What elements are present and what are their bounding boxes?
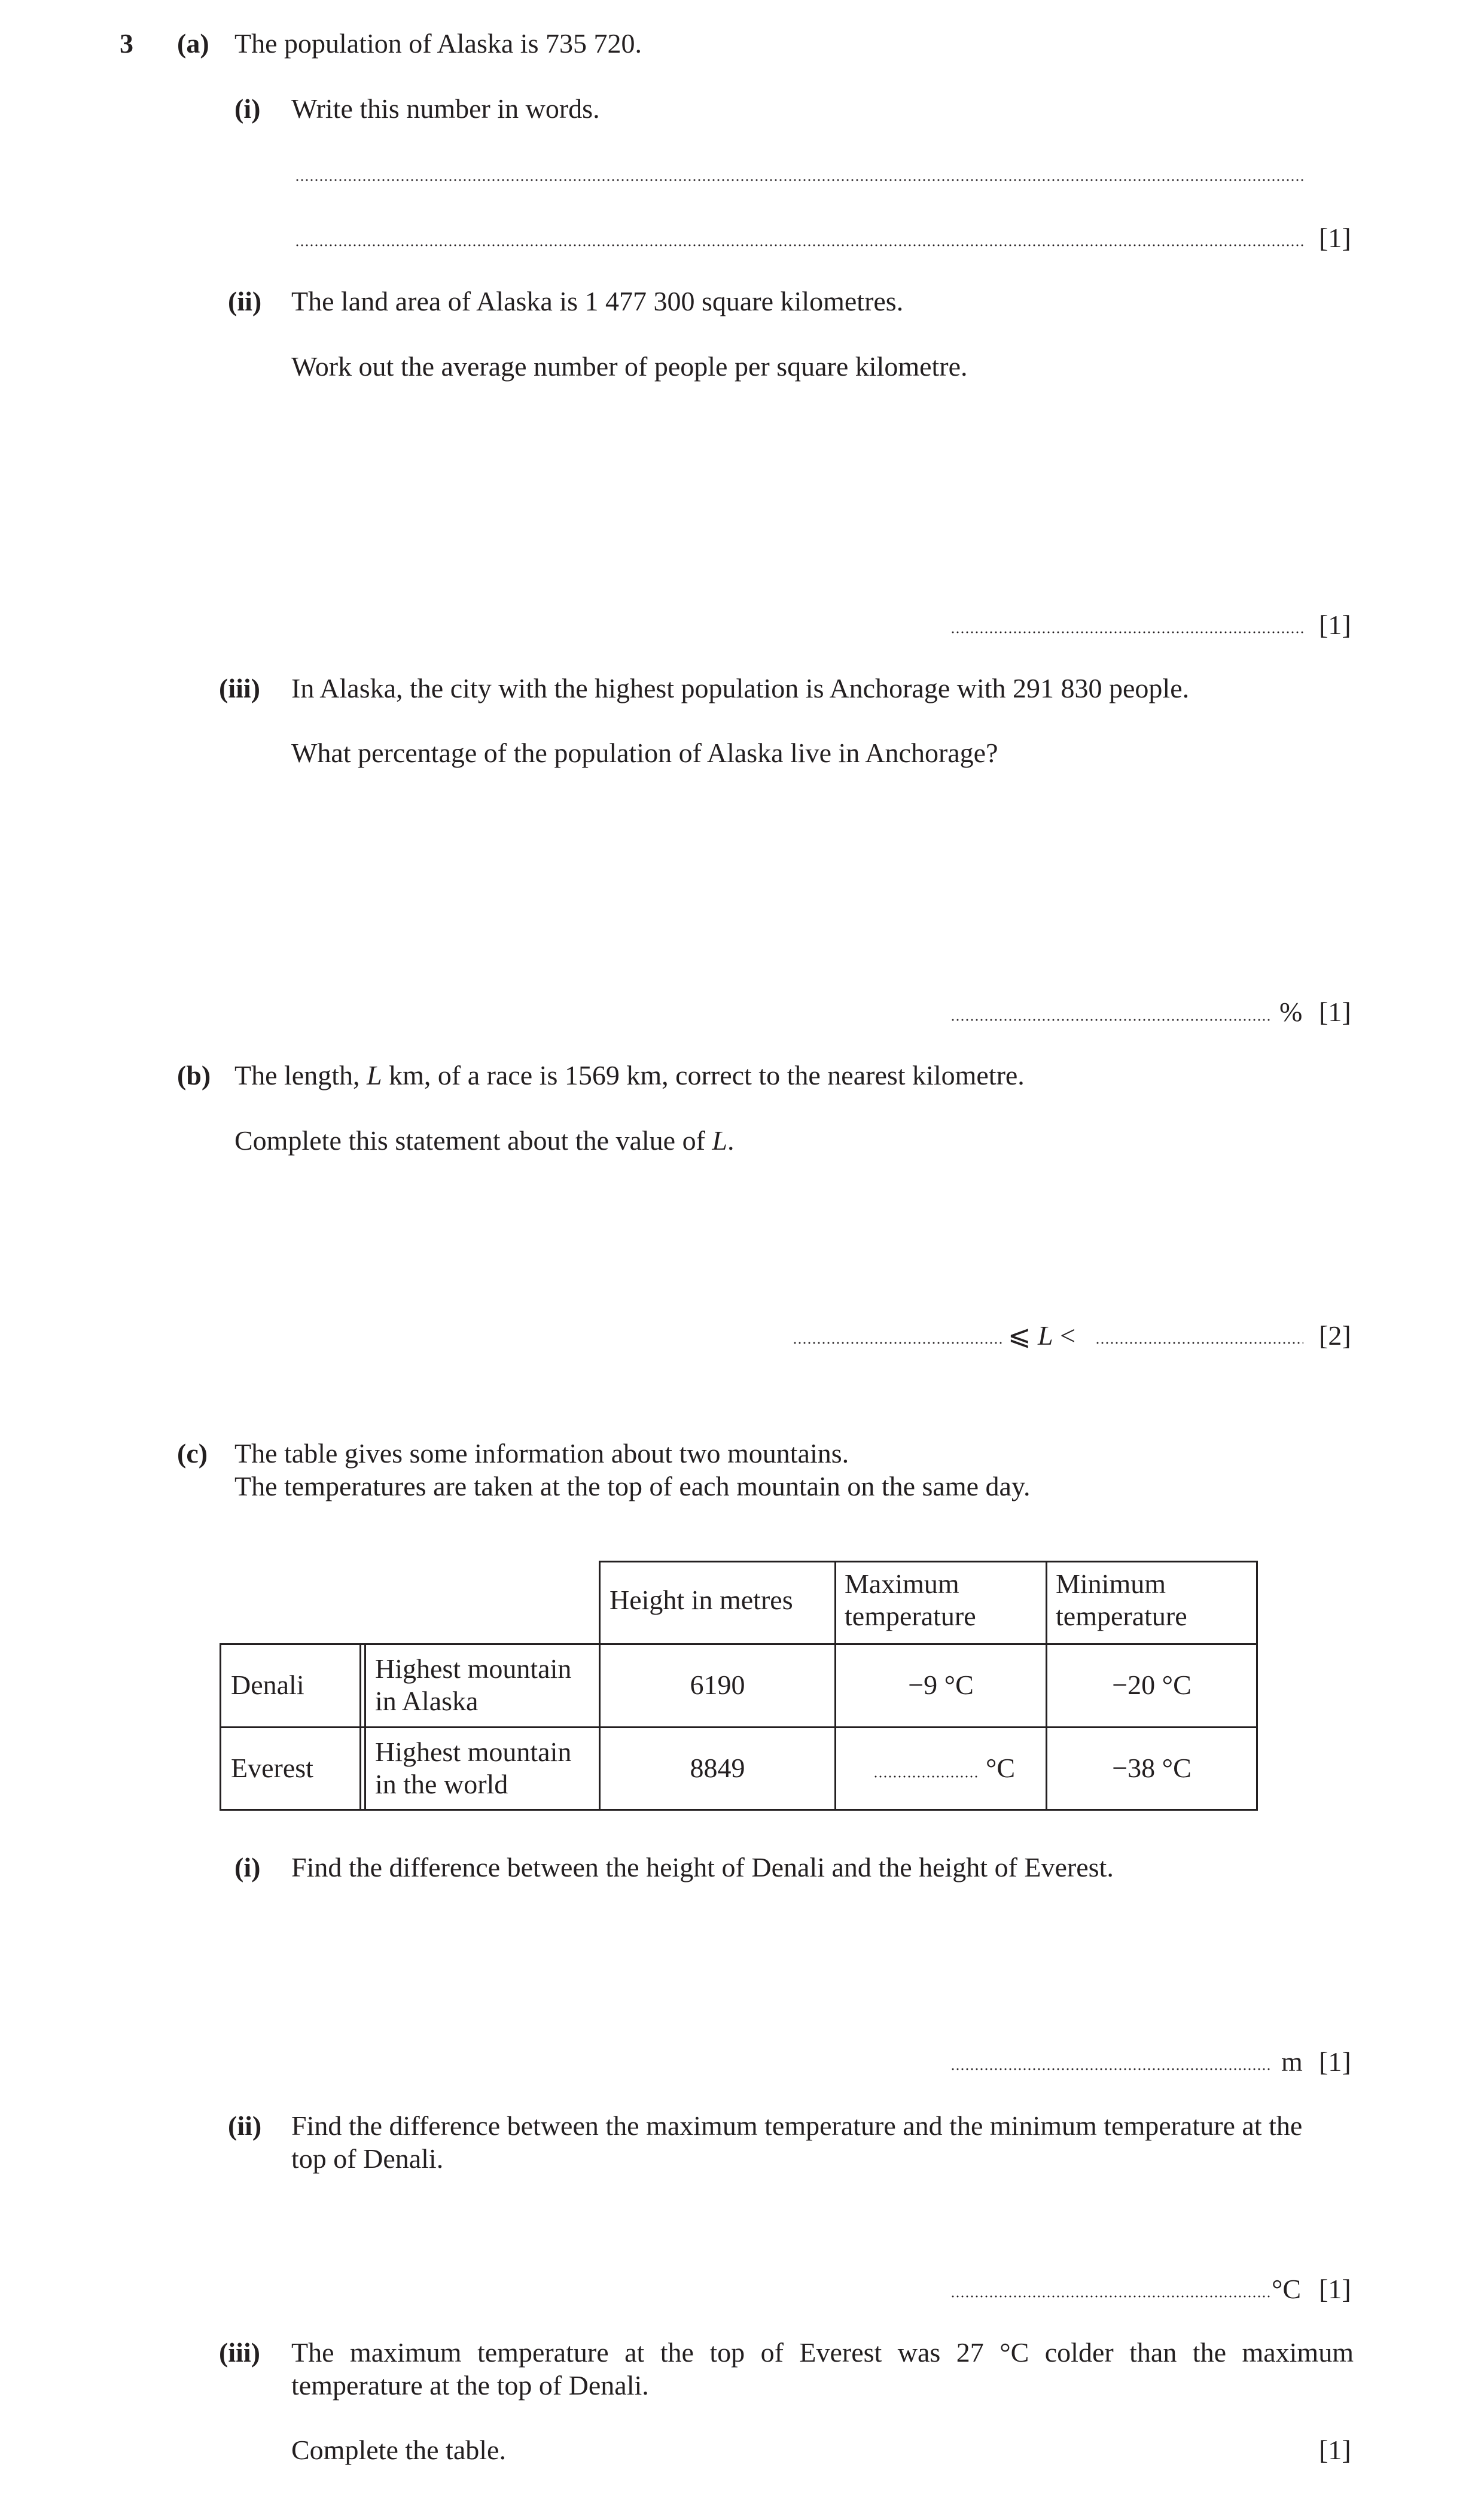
part-c-text1: The table gives some information about two mountains. xyxy=(234,1438,849,1469)
part-c-ii-text1: Find the difference between the maximum temperature and the minimum temperature at the xyxy=(291,2110,1303,2141)
table-row-denali-height: 6190 xyxy=(690,1670,745,1700)
answer-line-b-upper[interactable] xyxy=(1095,1342,1303,1344)
question-number: 3 xyxy=(120,28,133,59)
part-b-text1-pre: The length, xyxy=(234,1060,367,1090)
part-c-iii-text2: temperature at the top of Denali. xyxy=(291,2370,649,2401)
marks-c-i: [1] xyxy=(1319,2046,1351,2077)
table-row-denali-max: −9 °C xyxy=(908,1670,974,1700)
variable-L: L xyxy=(1038,1320,1053,1351)
part-a-ii-label: (ii) xyxy=(228,286,262,316)
table-border xyxy=(220,1809,1258,1811)
part-a-label: (a) xyxy=(177,28,209,59)
part-c-iii-text1: The maximum temperature at the top of Everest was 27 °C colder than the maximum xyxy=(291,2337,1354,2368)
unit-c-ii: °C xyxy=(1272,2274,1302,2304)
part-c-label: (c) xyxy=(177,1438,208,1469)
marks-a-iii: [1] xyxy=(1319,997,1351,1027)
answer-line-c-ii[interactable] xyxy=(950,2295,1270,2298)
part-b-text1 xyxy=(234,1059,1025,1092)
marks-c-ii: [1] xyxy=(1319,2274,1351,2304)
table-header-min-line1: Minimum xyxy=(1056,1568,1166,1599)
answer-line-a-iii[interactable] xyxy=(950,1019,1270,1021)
part-a-stem: The population of Alaska is 735 720. xyxy=(234,28,642,59)
part-c-ii-text2: top of Denali. xyxy=(291,2143,444,2174)
table-border xyxy=(220,1643,221,1811)
part-a-ii-text1: The land area of Alaska is 1 477 300 square kilometres. xyxy=(291,286,904,316)
part-b-label: (b) xyxy=(177,1060,211,1090)
table-row-everest-min: −38 °C xyxy=(1112,1753,1192,1783)
marks-c-iii: [1] xyxy=(1319,2435,1351,2465)
answer-line-c-i[interactable] xyxy=(950,2068,1270,2070)
part-a-iii-text2: What percentage of the population of Alaska live in Anchorage? xyxy=(291,738,998,768)
part-a-i-text: Write this number in words. xyxy=(291,93,600,124)
table-border xyxy=(220,1726,1258,1728)
table-row-denali-name: Denali xyxy=(231,1670,304,1700)
part-c-iii-label: (iii) xyxy=(219,2337,260,2368)
unit-c-i: m xyxy=(1281,2046,1303,2077)
marks-a-i: [1] xyxy=(1319,223,1351,253)
table-header-min-line2: temperature xyxy=(1056,1601,1187,1631)
table-border xyxy=(1256,1561,1258,1811)
part-b-text1-post: km, of a race is 1569 km, correct to the nearest kilometre. xyxy=(382,1060,1025,1090)
unit-a-iii: % xyxy=(1279,997,1303,1027)
marks-a-ii: [1] xyxy=(1319,610,1351,640)
table-header-height: Height in metres xyxy=(610,1585,793,1615)
leq-symbol: ⩽ xyxy=(1008,1320,1031,1351)
table-row-everest-desc2: in the world xyxy=(375,1769,508,1799)
lt-symbol: < xyxy=(1060,1320,1076,1351)
part-c-text2: The temperatures are taken at the top of each mountain on the same day. xyxy=(234,1471,1031,1501)
answer-line-a-i-2[interactable] xyxy=(295,244,1303,246)
table-header-max-line1: Maximum xyxy=(845,1568,959,1599)
part-c-i-label: (i) xyxy=(234,1852,261,1882)
table-row-everest-desc1: Highest mountain xyxy=(375,1737,572,1767)
table-border xyxy=(364,1643,366,1811)
variable-L: L xyxy=(712,1125,728,1156)
table-row-everest-max-unit: °C xyxy=(986,1753,1016,1783)
answer-line-b-lower[interactable] xyxy=(793,1342,1004,1344)
answer-line-a-i-1[interactable] xyxy=(295,179,1303,181)
part-a-iii-label: (iii) xyxy=(219,673,260,703)
table-border xyxy=(599,1561,1258,1562)
part-c-iii-text3: Complete the table. xyxy=(291,2435,506,2465)
table-border xyxy=(220,1643,1258,1645)
answer-line-everest-max[interactable] xyxy=(873,1775,978,1778)
part-c-ii-label: (ii) xyxy=(228,2110,262,2141)
table-border xyxy=(359,1643,361,1811)
part-a-ii-text2: Work out the average number of people per square kilometre. xyxy=(291,351,968,382)
part-a-iii-text1: In Alaska, the city with the highest population is Anchorage with 291 830 people. xyxy=(291,673,1190,703)
table-header-max-line2: temperature xyxy=(845,1601,976,1631)
part-b-text2-post: . xyxy=(727,1125,735,1156)
part-a-i-label: (i) xyxy=(234,93,261,124)
table-row-denali-desc1: Highest mountain xyxy=(375,1653,572,1684)
part-b-text2 xyxy=(234,1125,735,1157)
table-row-everest-height: 8849 xyxy=(690,1753,745,1783)
table-row-denali-min: −20 °C xyxy=(1112,1670,1192,1700)
inequality xyxy=(1008,1320,1075,1352)
table-row-everest-name: Everest xyxy=(231,1753,313,1783)
part-b-text2-pre: Complete this statement about the value of xyxy=(234,1125,712,1156)
variable-L: L xyxy=(367,1060,382,1090)
table-row-denali-desc2: in Alaska xyxy=(375,1686,479,1716)
part-c-i-text: Find the difference between the height of Denali and the height of Everest. xyxy=(291,1852,1114,1882)
marks-b: [2] xyxy=(1319,1320,1351,1351)
answer-line-a-ii[interactable] xyxy=(950,631,1303,633)
